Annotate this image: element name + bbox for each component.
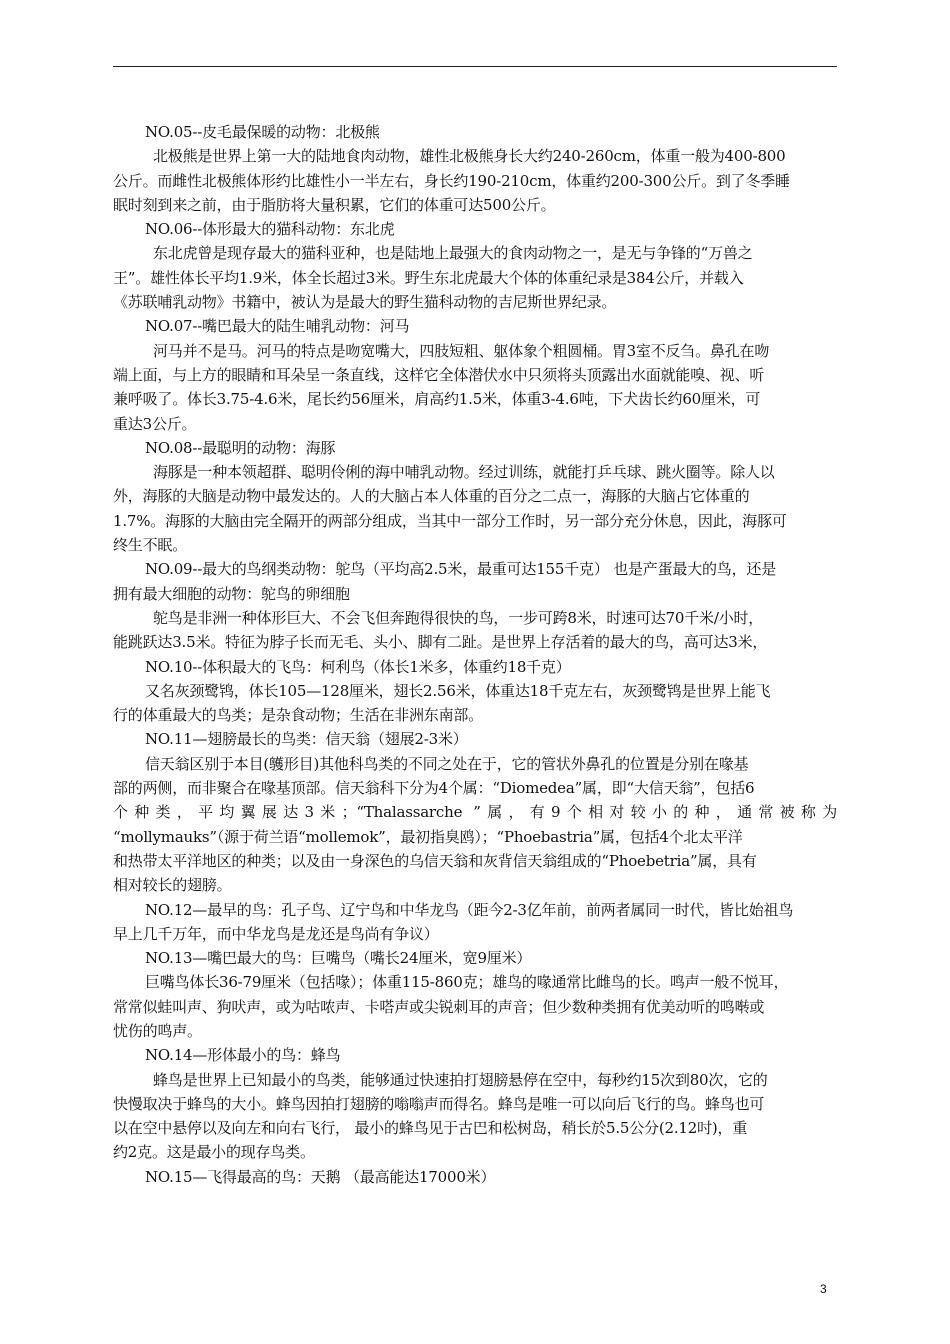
text-line: 河马并不是马。河马的特点是吻宽嘴大，四肢短粗、躯体象个粗圆桶。胃3室不反刍。鼻孔在吻: [153, 341, 770, 360]
text-line: 和热带太平洋地区的种类；以及由一身深色的乌信天翁和灰背信天翁组成的“Phoebetria”属，具有: [113, 851, 757, 870]
document-body: [113, 120, 837, 1189]
text-line: “mollymauks”（源于荷兰语“mollemok”，最初指臭鸥）；“Phoebastria”属，包括4个北太平洋: [113, 827, 743, 846]
text-line: 信天翁区别于本目(鹱形目)其他科鸟类的不同之处在于，它的管状外鼻孔的位置是分别在喙基: [145, 754, 749, 773]
text-line: 又名灰颈鹭鸨，体长105—128厘米，翅长2.56米，体重达18千克左右，灰颈鹭鸨是世界上能飞: [145, 681, 771, 700]
page-number: 3: [820, 1282, 827, 1296]
text-line: 忧伤的鸣声。: [113, 1021, 202, 1040]
text-line: 眠时刻到来之前，由于脂肪将大量积累，它们的体重可达500公斤。: [113, 195, 556, 214]
text-line: NO.15—飞得最高的鸟：天鹅 （最高能达17000米）: [145, 1167, 496, 1186]
text-line: NO.09--最大的鸟纲类动物：鸵鸟（平均高2.5米，最重可达155千克） 也是产蛋最大的鸟，还是: [145, 560, 776, 579]
text-line: 行的体重最大的鸟类；是杂食动物；生活在非洲东南部。: [113, 706, 484, 725]
text-line: 终生不眠。: [113, 536, 188, 555]
text-line: 端上面，与上方的眼睛和耳朵呈一条直线，这样它全体潜伏水中只须将头顶露出水面就能嗅、视、听: [113, 365, 765, 384]
text-line: 重达3公斤。: [113, 414, 197, 433]
text-line: 以在空中悬停以及向左和向右飞行， 最小的蜂鸟见于古巴和松树岛，稍长於5.5公分(2.12吋)，重: [113, 1119, 748, 1138]
text-line: NO.05--皮毛最保暖的动物：北极熊: [145, 123, 380, 141]
text-line: 相对较长的翅膀。: [113, 876, 232, 895]
text-line: NO.13—嘴巴最大的鸟：巨嘴鸟（嘴长24厘米，宽9厘米）: [145, 949, 532, 968]
text-line: 1.7%。海豚的大脑由完全隔开的两部分组成，当其中一部分工作时，另一部分充分休息，因此，海豚可: [113, 511, 787, 530]
text-line: 约2克。这是最小的现存鸟类。: [113, 1143, 315, 1162]
text-line: 海豚是一种本领超群、聪明伶俐的海中哺乳动物。经过训练，就能打乒乓球、跳火圈等。除人以: [153, 463, 775, 482]
text-line: 鸵鸟是非洲一种体形巨大、不会飞但奔跑得很快的鸟，一步可跨8米，时速可达70千米/小时，: [153, 608, 764, 627]
text-line: NO.06--体形最大的猫科动物：东北虎: [145, 220, 395, 239]
text-line: 蜂鸟是世界上已知最小的鸟类，能够通过快速拍打翅膀悬停在空中，每秒约15次到80次，它的: [153, 1070, 768, 1089]
text-line: NO.14—形体最小的鸟：蜂鸟: [145, 1046, 341, 1065]
text-line: 公斤。而雌性北极熊体形约比雄性小一半左右，身长约190-210cm，体重约200-300公斤。到了冬季睡: [113, 171, 790, 190]
text-line: 兼呼吸了。体长3.75-4.6米，尾长约56厘米，肩高约1.5米，体重3-4.6吨，下犬齿长约60厘米，可: [113, 390, 761, 409]
text-line: 北极熊是世界上第一大的陆地食肉动物，雄性北极熊身长大约240-260cm，体重一般为400-800: [153, 147, 786, 166]
text-line: 常常似蛙叫声、狗吠声，或为咕哝声、卡嗒声或尖锐刺耳的声音；但少数种类拥有优美动听的鸣啭或: [113, 997, 765, 1016]
text-line: NO.08--最聪明的动物：海豚: [145, 438, 336, 457]
header-rule: [113, 66, 837, 67]
text-line: NO.07--嘴巴最大的陆生哺乳动物：河马: [145, 317, 410, 336]
text-line: 快慢取决于蜂鸟的大小。蜂鸟因拍打翅膀的嗡嗡声而得名。蜂鸟是唯一可以向后飞行的鸟。蜂鸟也可: [113, 1094, 765, 1113]
text-line: NO.10--体积最大的飞鸟：柯利鸟（体长1米多，体重约18千克）: [145, 657, 571, 676]
text-line: 王”。雄性体长平均1.9米，体全长超过3米。野生东北虎最大个体的体重纪录是384公斤，并载入: [113, 268, 744, 287]
text-line: 拥有最大细胞的动物：鸵鸟的卵细胞: [113, 584, 350, 603]
text-line: NO.12—最早的鸟：孔子鸟、辽宁鸟和中华龙鸟（距今2-3亿年前，前两者属同一时代，皆比始祖鸟: [145, 900, 794, 919]
text-line: 能跳跃达3.5米。特征为脖子长而无毛、头小、脚有二趾。是世界上存活着的最大的鸟，高可达3米，: [113, 633, 768, 652]
text-line: 《苏联哺乳动物》书籍中，被认为是最大的野生猫科动物的吉尼斯世界纪录。: [113, 293, 617, 312]
text-line: 个种类，平均翼展达3米；“Thalassarche ”属，有9个相对较小的种，通常被称为: [113, 803, 837, 822]
text-line: 东北虎曾是现存最大的猫科亚种，也是陆地上最强大的食肉动物之一，是无与争锋的“万兽之: [153, 244, 753, 263]
text-line: NO.11—翅膀最长的鸟类：信天翁（翅展2-3米）: [145, 730, 468, 749]
text-line: 外，海豚的大脑是动物中最发达的。人的大脑占本人体重的百分之二点一，海豚的大脑占它体重的: [113, 487, 750, 506]
text-line: 巨嘴鸟体长36-79厘米（包括喙）；体重115-860克；雄鸟的喙通常比雌鸟的长。鸣声一般不悦耳，: [145, 973, 789, 992]
text-line: 部的两侧，而非聚合在喙基顶部。信天翁科下分为4个属：“Diomedea”属，即“大信天翁”，包括6: [113, 779, 755, 798]
text-line: 早上几千万年，而中华龙鸟是龙还是鸟尚有争议）: [113, 924, 439, 943]
